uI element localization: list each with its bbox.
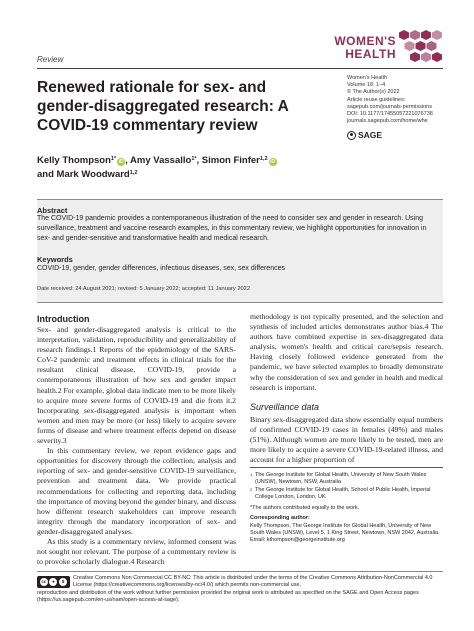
journal-logo-line: HEALTH <box>345 47 396 61</box>
body-paragraph: Binary sex-disaggregated data show essentially equal numbers of confirmed COVID-19 cases in females (49%) and males (51%). Although women are more likely to be tested, men are more likely to acquire a severe COVID-19-related illness, and account for a higher proportion of <box>250 415 443 465</box>
author-separator: , <box>125 155 128 166</box>
journal-logo-hexagons-icon <box>398 29 444 63</box>
author-affil: 1* <box>110 156 117 162</box>
author-affil: 1,2 <box>259 156 268 162</box>
keywords-text: COVID-19, gender, gender differences, infectious diseases, sex, sex differences <box>37 265 285 272</box>
author-separator: , <box>196 155 200 166</box>
journal-logo-line: WOMEN'S <box>334 34 396 48</box>
affiliation-number: 2 <box>250 486 253 492</box>
author-affil: 1* <box>191 156 197 162</box>
body-paragraph: In this commentary review, we report evidence gaps and opportunities for discovery through the collection, analysis and reporting of sex- and gender-sensitive COVID-19 surveillance, prevention and treatment data. We provide practical recommendations for collecting and reporting data, including the importance of moving beyond the gender binary, and discuss how different research stakeholders can improve research integrity through the mandatory incorporation of sex- and gender-disaggregated analyses. <box>37 446 236 536</box>
nc-icon: $ <box>59 578 67 586</box>
article-meta <box>347 75 447 125</box>
abstract-text: The COVID-19 pandemic provides a contemporaneous illustration of the need to consider sex and gender in research. Using surveillance, treatment and vaccine research examples, in this commentary review, we highlight opportunities for innovation in sex- and gender-sensitive and transformative health and medical research. <box>37 215 427 242</box>
body-column-right <box>250 312 443 393</box>
meta-line[interactable]: journals.sagepub.com/home/whe <box>347 118 428 125</box>
author-affil: 1,2 <box>129 170 138 176</box>
author-conjunction: and <box>37 169 54 180</box>
body-paragraph: Sex- and gender-disaggregated analysis is critical to the interpretation, validation, reproducibility and generalizability of research findings.1 Reports of the epidemiology of the SARS-CoV-2 pandemic and treatment effects in clinical trials for the resultant clinical disease, COVID-19, provide a contemporaneous illustration of how sex and gender impact health.2 For example, global data indicate men to be more likely to acquire more severe forms of COVID-19 and die from it.2 Incorporating sex-disaggregated analysis is important when women and men may be more (or less) likely to acquire severe forms of disease and where treatment effects depend on disease severity.3 <box>37 325 236 446</box>
abstract-heading: Abstract <box>37 206 68 215</box>
affiliation-item <box>250 487 445 502</box>
orcid-icon[interactable]: iD <box>118 159 124 165</box>
publisher-logo <box>347 130 382 140</box>
header-rule <box>37 68 443 69</box>
affiliation-text: The George Institute for Global Health, School of Public Health, Imperial College London, London, UK <box>255 486 431 500</box>
author-name: Amy Vassallo <box>130 155 192 166</box>
article-title: Renewed rationale for sex- and gender-disaggregated research: A COVID-19 commentary review <box>37 79 289 134</box>
body-paragraph: As this study is a commentary review, informed consent was not sought nor relevant. The purpose of a commentary review is to provoke scholarly dialogue.4 Research <box>37 536 236 567</box>
meta-line: Volume 18: 1–4 <box>347 82 386 89</box>
sage-logo-icon <box>347 131 356 140</box>
surveillance-heading: Surveillance data <box>250 402 320 412</box>
affiliation-text: The George Institute for Global Health, University of New South Wales (UNSW), Newtown, NSW, Australia <box>255 472 427 486</box>
author-name: Kelly Thompson <box>37 155 111 166</box>
license-rule <box>37 571 443 572</box>
license-text: Creative Commons Non Commercial CC BY-NC: This article is distributed under the terms of the Creative Commons Attribution-NonCommercial 4.0 License (https://creativecommons.org/licenses/by-nc/4.0/) which permits non-commercial use, <box>73 575 433 589</box>
body-paragraph: methodology is not typically presented, and the selection and synthesis of included articles demonstrates author bias.4 The authors have combined expertise in sex-disaggregated data analysis, women's health and critical care/sepsis research. Having closely followed evidence generated from the pandemic, we have selected examples to broadly demonstrate why the consideration of sex and gender in health and medical research is important. <box>250 312 443 392</box>
cc-icon: cc <box>41 579 47 584</box>
author-list <box>37 153 337 181</box>
body-column-left <box>37 325 236 567</box>
meta-line: Women's Health <box>347 75 388 81</box>
footnote-rule <box>250 467 443 468</box>
journal-logo-text <box>322 35 396 61</box>
license-text-continued: reproduction and distribution of the work without further permission provided the original work is attributed as specified on the SAGE and Open Access pages (https://us.sagepub.com/en-us/nam/open-access-at-sage). <box>37 590 419 604</box>
corresponding-author-text: Kelly Thompson, The George Institute for Global Health, University of New South Wales (UNSW), Level 5, 1 King Street, Newtown, NSW 2042, Australia. <box>250 522 440 537</box>
author-name: Simon Finfer <box>201 155 260 166</box>
by-icon: ● <box>49 578 57 586</box>
corresponding-author-heading: Corresponding author: <box>250 515 310 522</box>
introduction-heading: Introduction <box>37 314 90 324</box>
corresponding-author-email[interactable]: Email: kthompson@georgeinstitute.org <box>250 537 345 544</box>
section-label: Review <box>37 55 64 64</box>
author-name: Mark Woodward <box>56 169 130 180</box>
affiliations <box>250 472 445 545</box>
affiliation-number: 1 <box>250 472 253 477</box>
article-dates: Date received: 24 August 2021; revised: 5 January 2022; accepted: 11 January 2022 <box>37 286 251 292</box>
keywords-heading: Keywords <box>37 255 73 264</box>
publisher-name: SAGE <box>358 130 383 140</box>
meta-line[interactable]: DOI: 10.1177/17455057221076738 <box>347 111 433 118</box>
equal-contribution-note: *The authors contributed equally to the work. <box>250 504 360 511</box>
orcid-icon[interactable]: iD <box>270 159 276 165</box>
meta-line[interactable]: Article reuse guidelines: <box>347 96 406 103</box>
creative-commons-badge[interactable] <box>37 576 70 588</box>
affiliation-item <box>250 472 445 487</box>
meta-line[interactable]: sagepub.com/journals-permissions <box>347 103 432 110</box>
meta-line: © The Author(s) 2022 <box>347 89 400 96</box>
